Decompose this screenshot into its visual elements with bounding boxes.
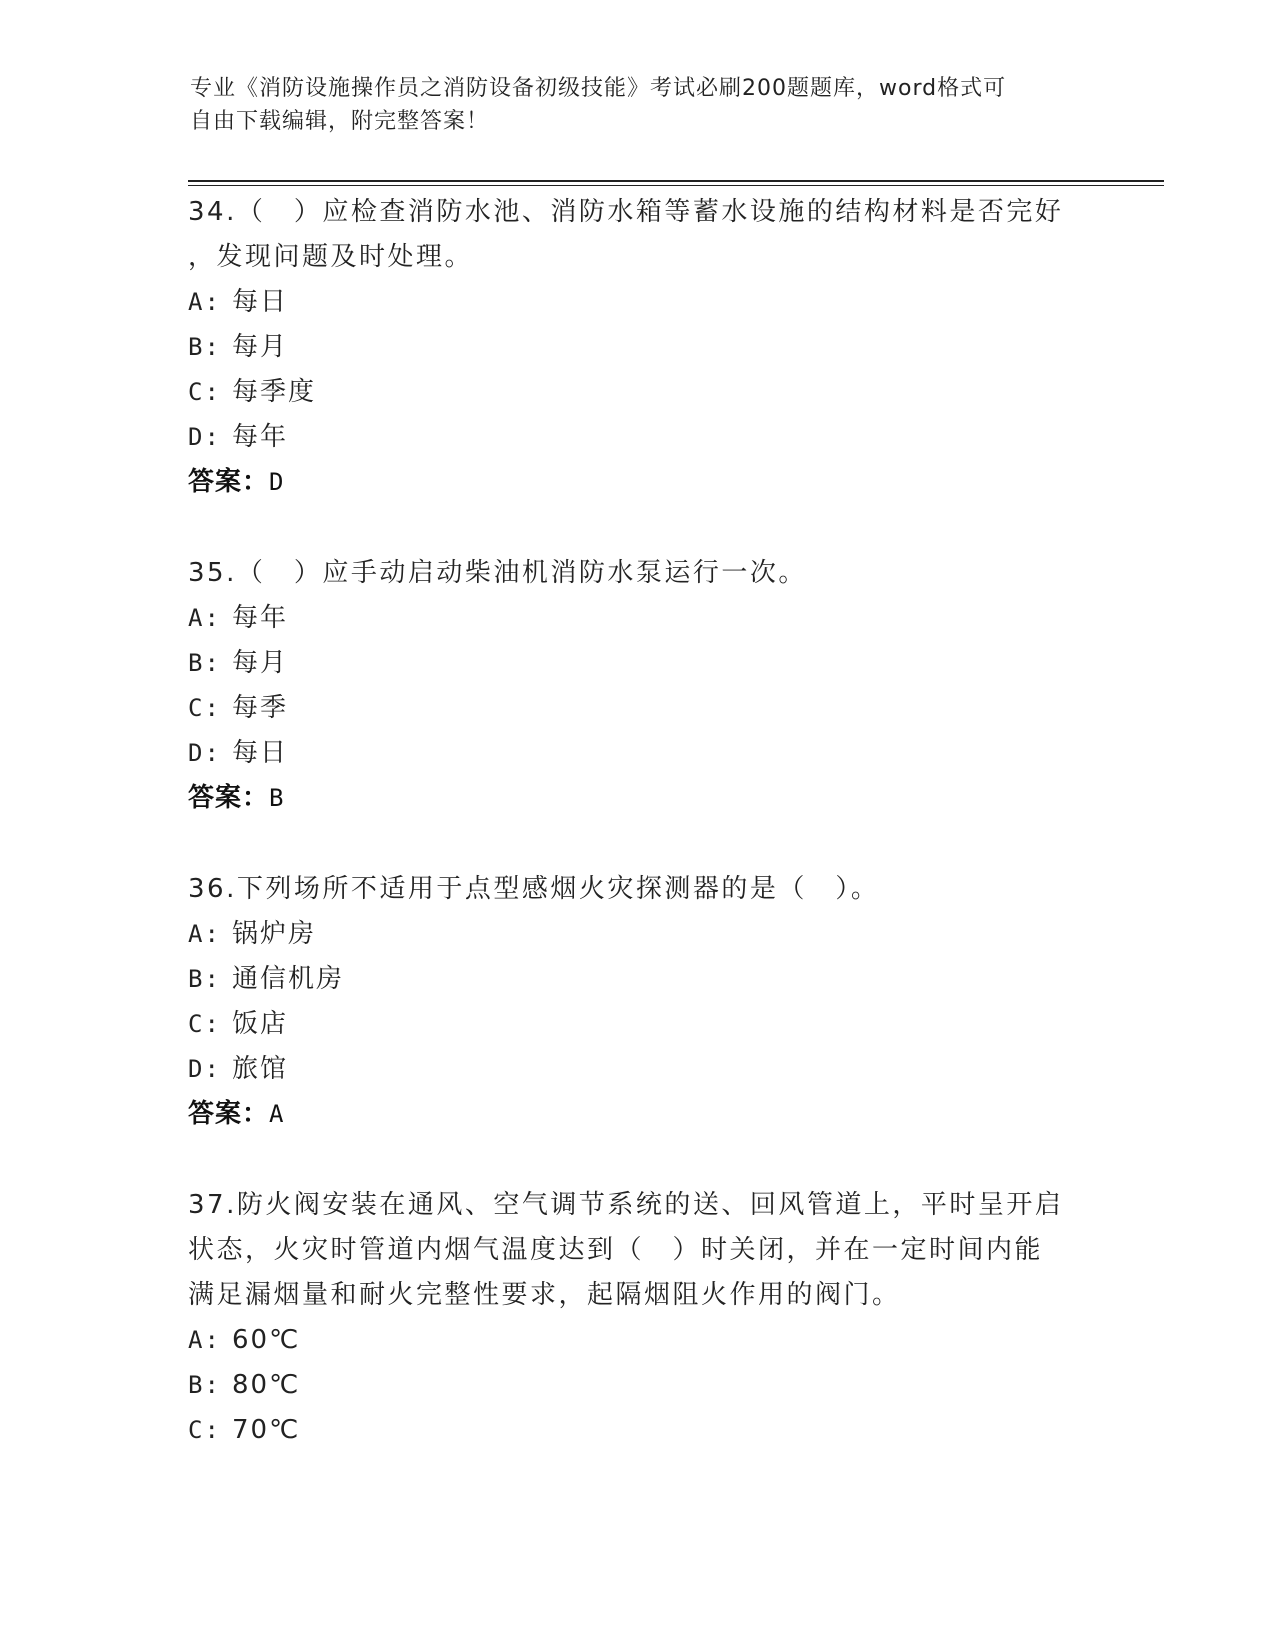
option-key: D: [188,739,221,767]
option-key: C: [188,1010,221,1038]
option-b [188,641,1088,686]
question-list [188,190,1088,1499]
option-key: D: [188,423,221,451]
option-key: A: [188,288,221,316]
option-d [188,731,1088,776]
question-stem-line: 34.（ ）应检查消防水池、消防水箱等蓄水设施的结构材料是否完好 [188,197,1064,227]
question-stem-line: 35.（ ）应手动启动柴油机消防水泵运行一次。 [188,558,807,588]
answer-label: 答案： [188,1099,270,1129]
option-key: B: [188,1371,221,1399]
option-text: 锅炉房 [232,919,317,949]
question-stem-line: 36.下列场所不适用于点型感烟火灾探测器的是（ ）。 [188,874,880,904]
option-b [188,1363,1088,1408]
option-text: 每季度 [232,377,317,407]
question-35 [188,551,1088,821]
option-text: 每月 [232,332,289,362]
question-34 [188,190,1088,505]
answer-value: A [269,1100,285,1128]
option-c [188,686,1088,731]
answer-label: 答案： [188,783,270,813]
header-rule-thin [188,185,1164,186]
option-c [188,1408,1088,1453]
option-d [188,1047,1088,1092]
option-key: A: [188,920,221,948]
option-d [188,415,1088,460]
option-text: 70℃ [232,1415,301,1445]
option-key: A: [188,1326,221,1354]
answer-value: B [269,784,285,812]
option-key: D: [188,1055,221,1083]
answer-label: 答案： [188,467,270,497]
option-key: B: [188,965,221,993]
question-stem-line: ，发现问题及时处理。 [188,242,474,272]
question-stem-line: 状态，火灾时管道内烟气温度达到（ ）时关闭，并在一定时间内能 [188,1235,1044,1265]
option-key: C: [188,378,221,406]
option-a [188,912,1088,957]
option-text: 通信机房 [232,964,345,994]
option-key: C: [188,694,221,722]
document-header [190,72,1090,138]
header-line-1: 专业《消防设施操作员之消防设备初级技能》考试必刷200题题库，word格式可 [190,76,1007,101]
answer-value: D [269,468,285,496]
option-key: C: [188,1416,221,1444]
option-b [188,325,1088,370]
option-a [188,280,1088,325]
question-stem-line: 37.防火阀安装在通风、空气调节系统的送、回风管道上，平时呈开启 [188,1190,1064,1220]
option-text: 每日 [232,287,289,317]
question-37 [188,1183,1088,1453]
option-text: 旅馆 [232,1054,289,1084]
option-a [188,1318,1088,1363]
option-text: 饭店 [232,1009,289,1039]
option-a [188,596,1088,641]
answer-line [188,460,1088,505]
answer-line [188,1092,1088,1137]
option-key: A: [188,604,221,632]
option-text: 每年 [232,422,289,452]
question-stem-line: 满足漏烟量和耐火完整性要求，起隔烟阻火作用的阀门。 [188,1280,901,1310]
option-text: 60℃ [232,1325,301,1355]
option-key: B: [188,649,221,677]
option-c [188,1002,1088,1047]
option-b [188,957,1088,1002]
option-text: 每年 [232,603,289,633]
option-text: 每月 [232,648,289,678]
option-text: 每日 [232,738,289,768]
header-line-2: 自由下载编辑，附完整答案！ [190,109,490,134]
option-text: 每季 [232,693,289,723]
answer-line [188,776,1088,821]
question-36 [188,867,1088,1137]
option-text: 80℃ [232,1370,301,1400]
header-rule-thick [188,180,1164,182]
option-key: B: [188,333,221,361]
option-c [188,370,1088,415]
